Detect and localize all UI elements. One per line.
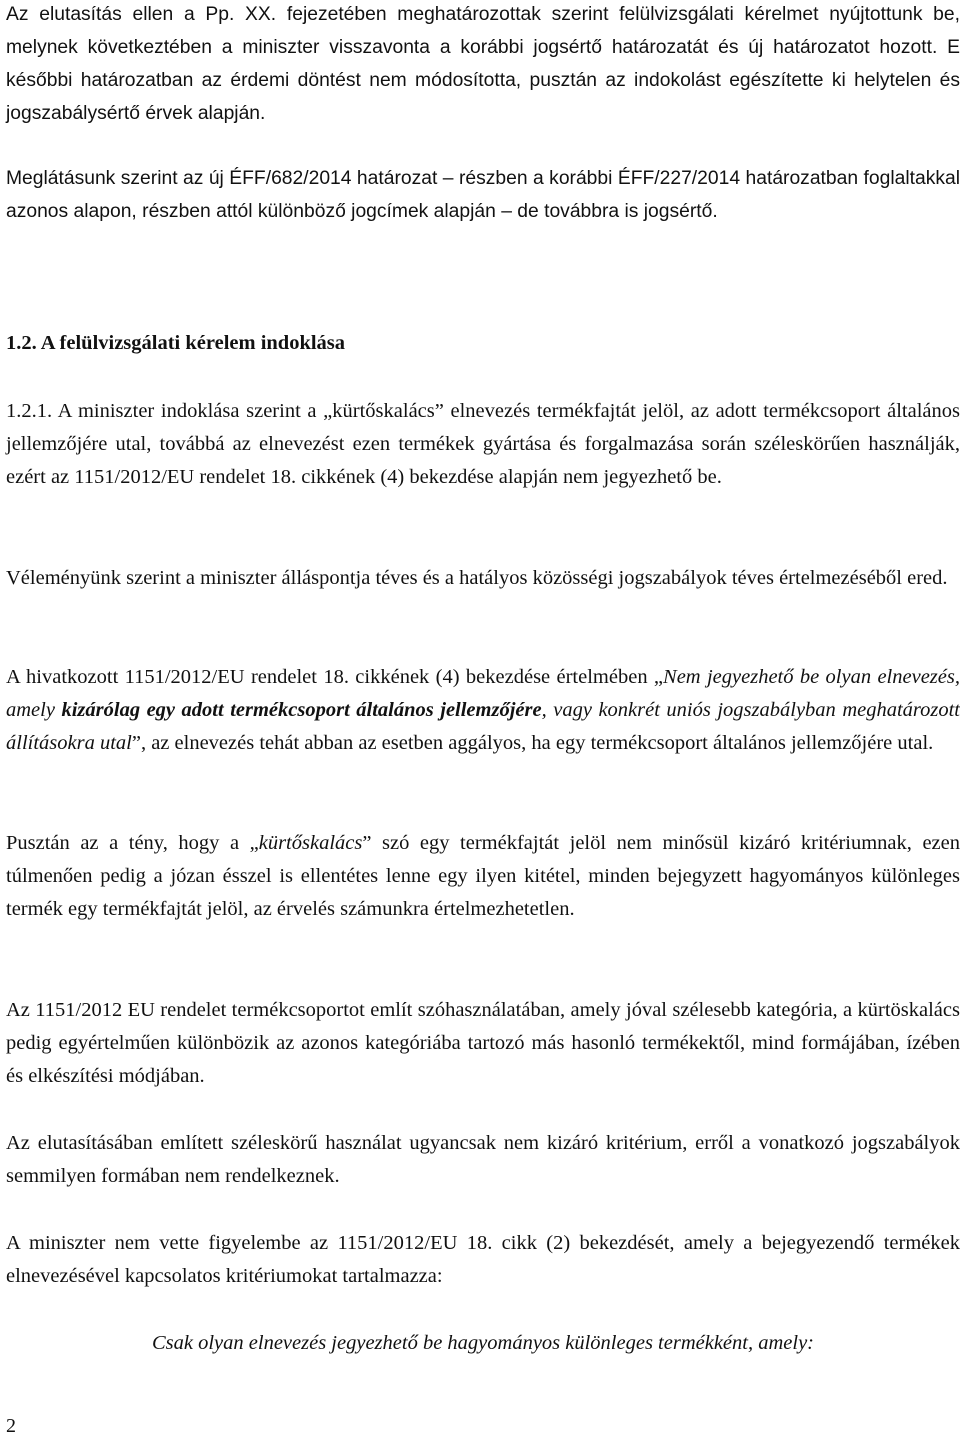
- citation-quote-start: Nem jegyezhető be olyan elnevezés, amely: [6, 666, 960, 721]
- citation-quote-end: , vagy konkrét uniós jogszabályban meghatározott állításokra utal: [6, 699, 960, 754]
- citation-quote-emphasis: kizárólag egy adott termékcsoport általános jellemzőjére: [61, 699, 542, 721]
- fact-rest: ” szó egy termékfajtát jelöl nem minősül kizáró kritériumnak, ezen túlmenően pedig a józan ésszel is ellentétes lenne egy ilyen kitétel, minden bejegyzett hagyományos különleges termék egy termékfajtát jelöl, az érvelés számunkra értelmezhetetlen.: [6, 832, 960, 920]
- fact-term: kürtőskalács: [258, 832, 363, 854]
- paragraph-wide-use: Az elutasításában említett széleskörű használat ugyancsak nem kizáró kritérium, erről a vonatkozó jogszabályok semmilyen formában nem rendelkeznek.: [6, 1132, 960, 1187]
- fact-intro: Pusztán az a tény, hogy a „: [6, 832, 259, 854]
- paragraph-fact: [6, 827, 960, 926]
- section-heading: 1.2. A felülvizsgálati kérelem indoklása: [6, 332, 346, 354]
- page-number: 2: [6, 1415, 16, 1437]
- paragraph-minister-reasoning: 1.2.1. A miniszter indoklása szerint a „kürtőskalács” elnevezés termékfajtát jelöl, az adott termékcsoport általános jellemzőjére utal, továbbá az elnevezést ezen termékek gyártása és forgalmazása során széleskörűen használják, ezért az 1151/2012/EU rendelet 18. cikkének (4) bekezdése alapján nem jegyezhető be.: [6, 400, 960, 488]
- quote-line: Csak olyan elnevezés jegyezhető be hagyományos különleges termékként, amely:: [151, 1332, 815, 1354]
- paragraph-criteria: A miniszter nem vette figyelembe az 1151/2012/EU 18. cikk (2) bekezdését, amely a bejegyezendő termékek elnevezésével kapcsolatos kritériumokat tartalmazza:: [6, 1232, 960, 1287]
- citation-conclusion: ”, az elnevezés tehát abban az esetben aggályos, ha egy termékcsoport általános jellemzőjére utal.: [131, 732, 934, 754]
- paragraph-opinion: Meglátásunk szerint az új ÉFF/682/2014 határozat – részben a korábbi ÉFF/227/2014 határozatban foglaltakkal azonos alapon, részben attól különböző jogcímek alapján – de továbbra is jogsértő.: [6, 168, 960, 222]
- paragraph-regulation-category: Az 1151/2012 EU rendelet termékcsoportot említ szóhasználatában, amely jóval szélesebb kategória, a kürtöskalács pedig egyértelműen különbözik az azonos kategóriába tartozó más hasonló termékektől, mind formájában, ízében és elkészítési módjában.: [6, 999, 960, 1087]
- paragraph-intro-first: Az elutasítás ellen a Pp. XX. fejezetében meghatározottak szerint felülvizsgálati kérelmet nyújtottunk be, melynek következtében a miniszter visszavonta a korábbi jogsértő határozatát és új határozatot hozott.: [6, 4, 960, 58]
- paragraph-view: Véleményünk szerint a miniszter álláspontja téves és a hatályos közösségi jogszabályok téves értelmezéséből ered.: [6, 567, 948, 589]
- paragraph-regulation-citation: [6, 661, 960, 760]
- paragraph-intro: [6, 0, 960, 130]
- citation-intro: A hivatkozott 1151/2012/EU rendelet 18. cikkének (4) bekezdése értelmében „: [6, 666, 664, 688]
- paragraph-intro-second: E későbbi határozatban az érdemi döntést nem módosította, pusztán az indokolást egészítette ki helytelen és jogszabálysértő érvek alapján.: [6, 37, 960, 124]
